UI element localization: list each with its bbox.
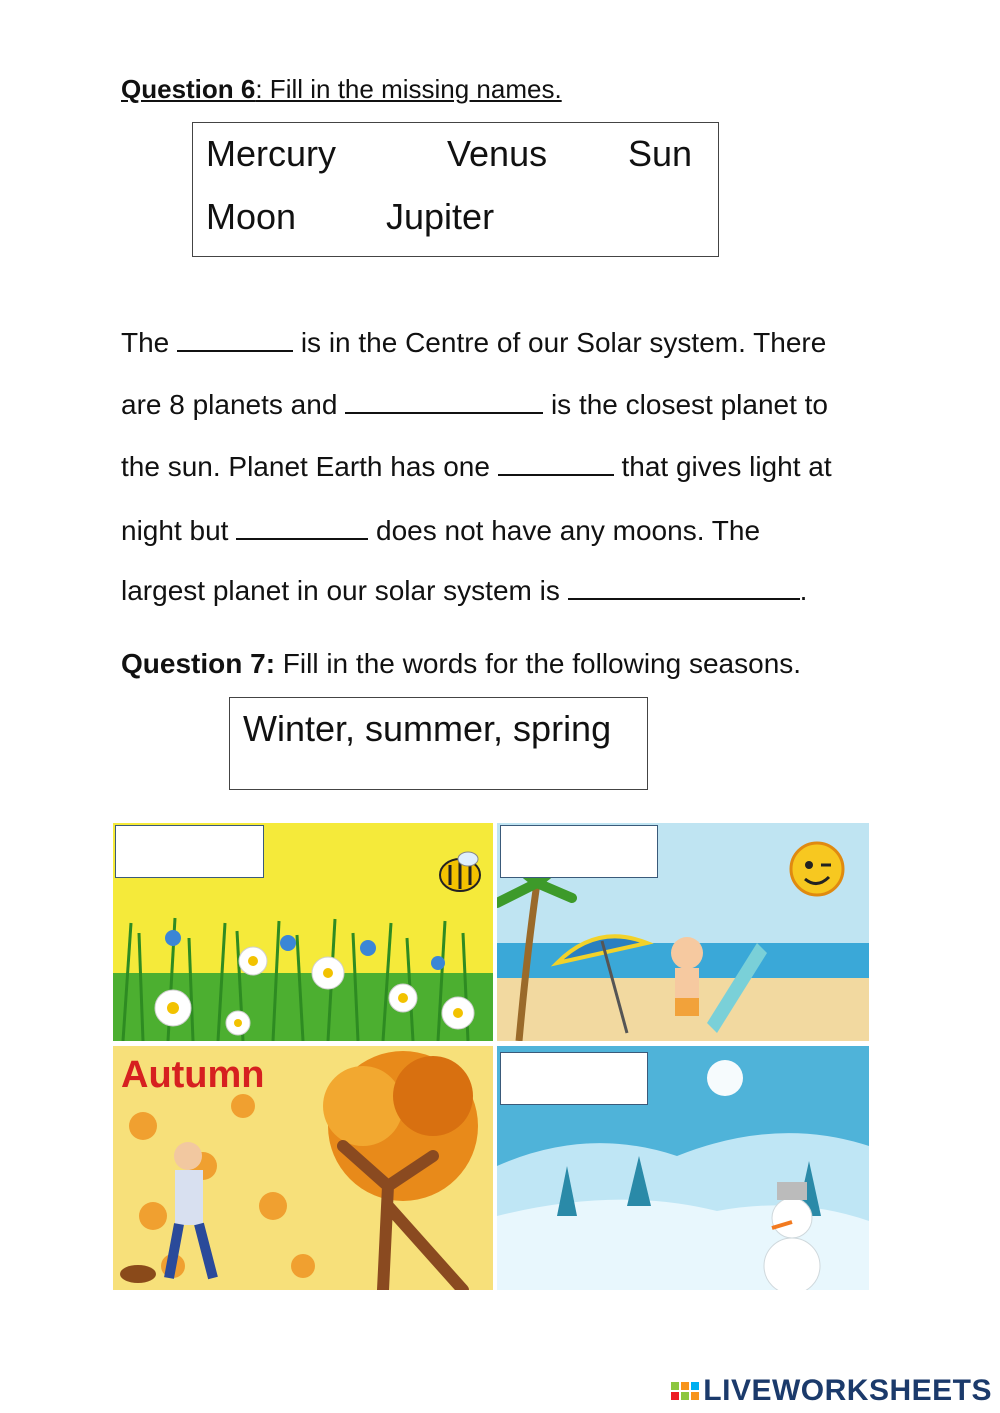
word-bank-item: Moon xyxy=(206,196,297,237)
paragraph-line xyxy=(121,374,878,436)
season-word-bank: Winter, summer, spring xyxy=(243,708,612,749)
paragraph-line xyxy=(121,312,878,374)
word-bank-item: Jupiter xyxy=(386,196,495,237)
paragraph-text: The xyxy=(121,327,170,358)
paragraph-text: moons. xyxy=(612,515,705,546)
question-7-label: Question 7: xyxy=(121,648,276,679)
question-7-title xyxy=(121,648,801,680)
spring-panel xyxy=(113,823,493,1041)
autumn-label: Autumn xyxy=(121,1054,265,1096)
logo-icon xyxy=(671,1382,699,1400)
autumn-panel xyxy=(113,1046,493,1290)
paragraph-text: are 8 planets and xyxy=(121,389,338,420)
summer-answer-box[interactable] xyxy=(500,825,658,878)
blank-mercury[interactable] xyxy=(345,388,543,414)
paragraph-text: is in the Centre of our Solar system. There xyxy=(300,327,827,358)
spring-answer-box[interactable] xyxy=(115,825,264,878)
paragraph-text: . xyxy=(799,575,808,606)
paragraph-text: any xyxy=(559,515,605,546)
question-6-title xyxy=(121,74,562,105)
question-6-label: Question 6 xyxy=(121,74,256,104)
paragraph-text: but xyxy=(189,515,229,546)
question-6-instruction: : Fill in the missing names. xyxy=(255,74,562,104)
blank-sun[interactable] xyxy=(177,326,293,352)
blank-venus[interactable] xyxy=(236,498,368,540)
blank-jupiter[interactable] xyxy=(568,574,800,600)
paragraph-text: have xyxy=(491,515,552,546)
paragraph-text: the sun. Planet Earth has one xyxy=(121,451,490,482)
paragraph-text: The xyxy=(711,515,761,546)
paragraph-text: does xyxy=(376,515,437,546)
word-bank-item: Mercury xyxy=(206,133,337,174)
liveworksheets-logo xyxy=(671,1374,992,1408)
paragraph-line xyxy=(121,498,878,560)
logo-text: LIVEWORKSHEETS xyxy=(703,1374,992,1407)
paragraph-line xyxy=(121,436,878,498)
paragraph-text: is the closest planet to xyxy=(550,389,828,420)
summer-panel xyxy=(497,823,869,1041)
blank-moon[interactable] xyxy=(498,450,614,476)
winter-answer-box[interactable] xyxy=(500,1052,648,1105)
paragraph-text: not xyxy=(444,515,484,546)
paragraph-text: that gives light at xyxy=(621,451,832,482)
fill-in-paragraph xyxy=(121,312,878,622)
word-bank-item: Venus xyxy=(447,133,548,174)
word-bank-item: Sun xyxy=(628,133,693,174)
paragraph-text: night xyxy=(121,515,182,546)
paragraph-text: largest planet in our solar system is xyxy=(121,575,560,606)
word-bank-box xyxy=(192,122,719,257)
season-word-bank-box xyxy=(229,697,648,790)
winter-panel xyxy=(497,1046,869,1290)
question-7-instruction: Fill in the words for the following seasons. xyxy=(275,648,802,679)
paragraph-line xyxy=(121,560,878,622)
